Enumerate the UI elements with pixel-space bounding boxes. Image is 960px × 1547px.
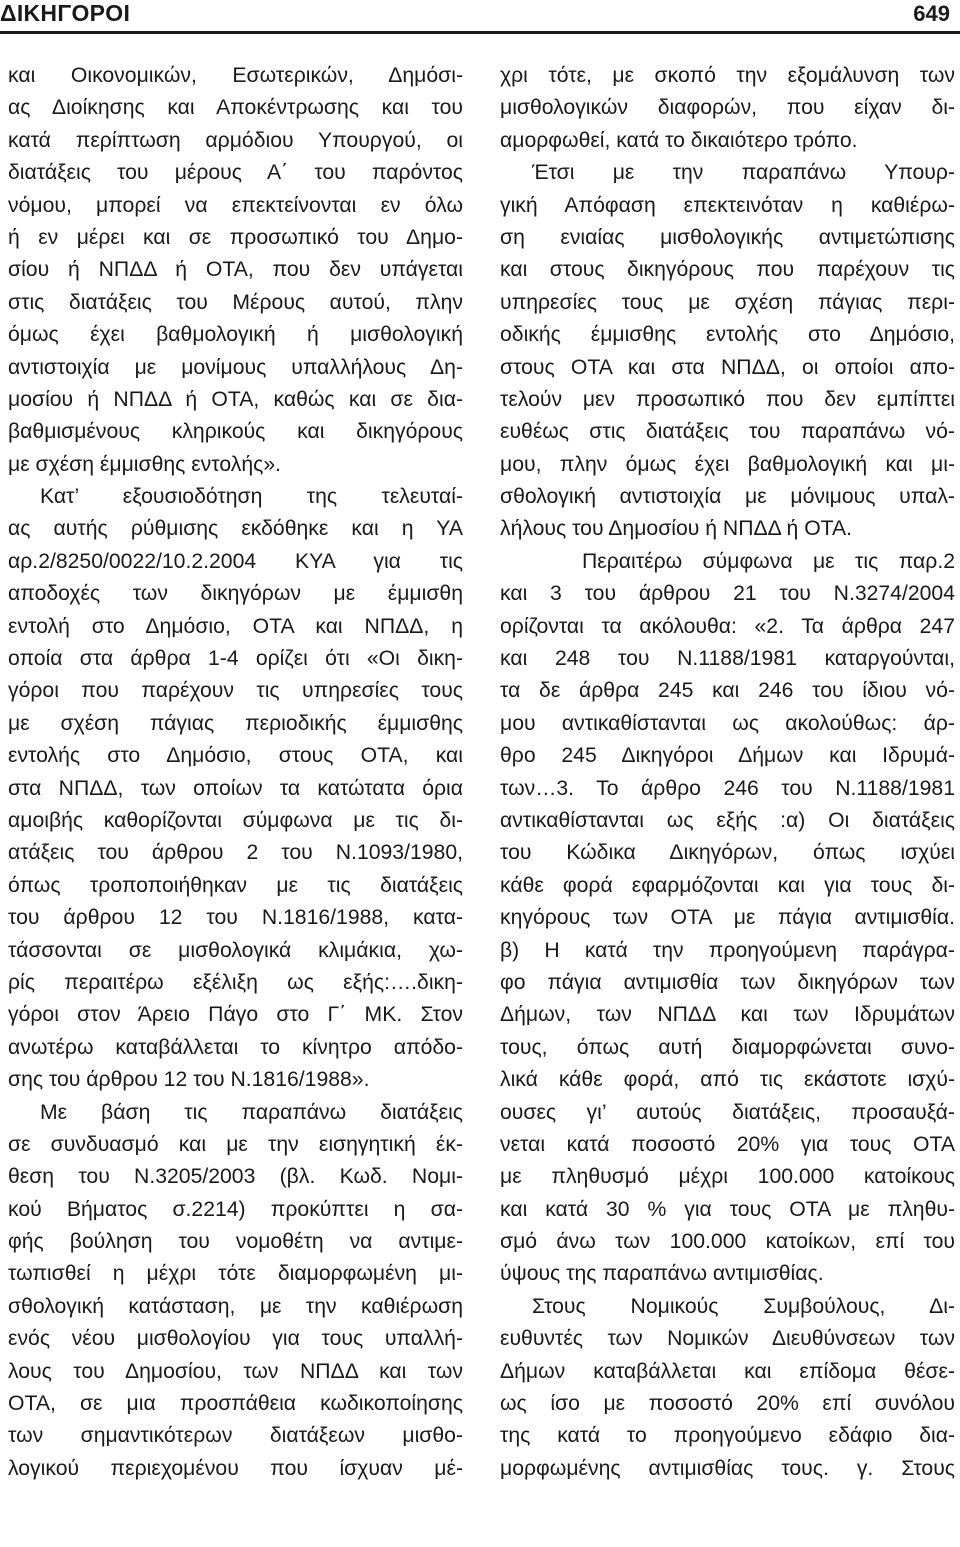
text-line: Δήμων καταβάλλεται και επίδομα θέσε- (500, 1359, 955, 1383)
text-line: νεται κατά ποσοστό 20% για τους ΟΤΑ (500, 1132, 955, 1156)
text-line: ΟΤΑ, σε μια προσπάθεια κωδικοποίησης (8, 1392, 463, 1416)
text-line: σθολογική αντιστοιχία με μόνιμους υπαλ- (500, 485, 955, 509)
text-line: σης του άρθρου 12 του Ν.1816/1988». (8, 1068, 370, 1092)
text-line: και κατά 30 % για τους ΟΤΑ με πληθυ- (500, 1197, 955, 1221)
text-line: μισθολογικών διαφορών, που είχαν δι- (500, 96, 955, 120)
page-number: 649 (913, 1, 950, 26)
text-line: αποδοχές των δικηγόρων με έμμισθη (8, 582, 463, 606)
text-line: μοσίου ή ΝΠΔΔ ή ΟΤΑ, καθώς και σε δια- (8, 387, 463, 411)
text-line: Στους Νομικούς Συμβούλους, Δι- (532, 1294, 955, 1318)
text-line: γόροι που παρέχουν τις υπηρεσίες τους (8, 679, 463, 703)
text-line: των…3. Το άρθρο 246 του Ν.1188/1981 (500, 776, 955, 800)
text-line: με πληθυσμό μέχρι 100.000 κατοίκους (500, 1165, 955, 1189)
text-line: σθολογική κατάσταση, με την καθιέρωση (8, 1294, 463, 1318)
text-line: και στους δικηγόρους που παρέχουν τις (500, 258, 955, 282)
text-line: ρίς περαιτέρω εξέλιξη ως εξής:….δικη- (8, 970, 463, 994)
header-rule (0, 31, 960, 34)
text-line: όπως τροποποιήθηκαν με τις διατάξεις (8, 873, 463, 897)
text-line: ύψους της παραπάνω αντιμισθίας. (500, 1262, 824, 1286)
text-line: ανωτέρω καταβάλλεται το κίνητρο απόδο- (8, 1035, 463, 1059)
text-line: στις διατάξεις του Μέρους αυτού, πλην (8, 290, 463, 314)
text-line: λήλους του Δημοσίου ή ΝΠΔΔ ή ΟΤΑ. (500, 517, 853, 541)
text-line: ευθυντές των Νομικών Διευθύνσεων των (500, 1327, 955, 1351)
text-line: ορίζονται τα ακόλουθα: «2. Τα άρθρα 247 (500, 614, 955, 638)
text-line: τάσσονται σε μισθολογικά κλιμάκια, χω- (8, 938, 463, 962)
text-line: ευθέως στις διατάξεις του παραπάνω νό- (500, 420, 955, 444)
text-line: Με βάση τις παραπάνω διατάξεις (40, 1100, 463, 1124)
text-line: βαθμισμένους κληρικούς και δικηγόρους (8, 420, 463, 444)
text-line: γόροι στον Άρειο Πάγο στο Γ΄ ΜΚ. Στον (8, 1003, 463, 1027)
text-line: και Οικονομικών, Εσωτερικών, Δημόσι- (8, 64, 463, 87)
text-line: σμό άνω των 100.000 κατοίκων, επί του (500, 1230, 955, 1254)
text-line: εντολής στο Δημόσιο, στους ΟΤΑ, και (8, 744, 463, 768)
text-line: αντικαθίστανται ως εξής :α) Οι διατάξεις (500, 808, 955, 832)
text-line: αντιστοιχία με μονίμους υπαλλήλους Δη- (8, 355, 463, 379)
text-line: υπηρεσίες τους με σχέση πάγιας περι- (500, 290, 955, 314)
text-line: κηγόρους των ΟΤΑ με πάγια αντιμισθία. (500, 906, 955, 930)
text-line: τα δε άρθρα 245 και 246 του ίδιου νό- (500, 679, 955, 703)
text-line: σίου ή ΝΠΔΔ ή ΟΤΑ, που δεν υπάγεται (8, 258, 463, 282)
section-title: ΔΙΚΗΓΟΡΟΙ (0, 0, 131, 26)
left-text-column (8, 60, 463, 1485)
text-line: νόμου, μπορεί να επεκτείνονται εν όλω (8, 193, 463, 217)
text-line: του Κώδικα Δικηγόρων, όπως ισχύει (500, 841, 955, 865)
text-line: σε συνδυασμό και με την εισηγητική έκ- (8, 1132, 463, 1156)
text-line: μορφωμένης αντιμισθίας τους. γ. Στους (500, 1456, 955, 1480)
text-line: τωπισθεί η μέχρι τότε διαμορφωμένη μι- (8, 1262, 463, 1286)
text-line: ση ενιαίας μισθολογικής αντιμετώπισης (500, 225, 955, 249)
text-line: χρι τότε, με σκοπό την εξομάλυνση των (500, 64, 955, 87)
text-line: κού Βήματος σ.2214) προκύπτει η σα- (8, 1197, 463, 1221)
text-line: οποία στα άρθρα 1-4 ορίζει ότι «Οι δικη- (8, 647, 463, 671)
text-line: λογικού περιεχομένου που ίσχυαν μέ- (8, 1456, 463, 1480)
text-line: Έτσι με την παραπάνω Υπουρ- (532, 161, 955, 185)
text-line: κάθε φορά εφαρμόζονται και για τους δι- (500, 873, 955, 897)
page-header (0, 0, 960, 36)
text-line: λικά κάθε φορά, από τις εκάστοτε ισχύ- (500, 1068, 955, 1092)
text-line: ας Διοίκησης και Αποκέντρωσης και του (8, 96, 463, 120)
text-line: και 3 του άρθρου 21 του Ν.3274/2004 (500, 582, 955, 606)
text-line: ενός νέου μισθολογίου για τους υπαλλή- (8, 1327, 463, 1351)
text-line: στους ΟΤΑ και στα ΝΠΔΔ, οι οποίοι απο- (500, 355, 955, 379)
text-line: Περαιτέρω σύμφωνα με τις παρ.2 (582, 549, 955, 573)
text-line: όμως έχει βαθμολογική ή μισθολογική (8, 323, 463, 347)
text-line: λους του Δημοσίου, των ΝΠΔΔ και των (8, 1359, 463, 1383)
text-line: αμορφωθεί, κατά το δικαιότερο τρόπο. (500, 128, 858, 152)
text-line: μου αντικαθίστανται ως ακολούθως: άρ- (500, 711, 955, 735)
text-line: στα ΝΠΔΔ, των οποίων τα κατώτατα όρια (8, 776, 463, 800)
text-line: κατά περίπτωση αρμόδιου Υπουργού, οι (8, 128, 463, 152)
text-line: και 248 του Ν.1188/1981 καταργούνται, (500, 647, 955, 671)
text-line: ατάξεις του άρθρου 2 του Ν.1093/1980, (8, 841, 463, 865)
text-line: της κατά το προηγούμενο εδάφιο δια- (500, 1424, 955, 1448)
text-line: θρο 245 Δικηγόροι Δήμων και Ιδρυμά- (500, 744, 955, 768)
text-line: αμοιβής καθορίζονται σύμφωνα με τις δι- (8, 808, 463, 832)
text-line: Κατ’ εξουσιοδότηση της τελευταί- (40, 485, 463, 509)
text-line: με σχέση έμμισθης εντολής». (8, 452, 281, 476)
text-line: ας αυτής ρύθμισης εκδόθηκε και η ΥΑ (8, 517, 463, 541)
text-line: αρ.2/8250/0022/10.2.2004 ΚΥΑ για τις (8, 549, 463, 573)
text-line: μου, πλην όμως έχει βαθμολογική και μι- (500, 452, 955, 476)
text-line: ουσες γι’ αυτούς διατάξεις, προσαυξά- (500, 1100, 955, 1124)
text-line: φο πάγια αντιμισθία των δικηγόρων των (500, 970, 955, 994)
text-line: β) Η κατά την προηγούμενη παράγρα- (500, 938, 955, 962)
text-line: Δήμων, των ΝΠΔΔ και των Ιδρυμάτων (500, 1003, 955, 1027)
text-line: ή εν μέρει και σε προσωπικό του Δημο- (8, 225, 463, 249)
text-line: του άρθρου 12 του Ν.1816/1988, κατα- (8, 906, 463, 930)
text-line: γική Απόφαση επεκτεινόταν η καθιέρω- (500, 193, 955, 217)
text-line: διατάξεις του μέρους Α΄ του παρόντος (8, 161, 463, 185)
text-line: των σημαντικότερων διατάξεων μισθο- (8, 1424, 463, 1448)
text-line: τους, όπως αυτή διαμορφώνεται συνο- (500, 1035, 955, 1059)
text-line: με σχέση πάγιας περιοδικής έμμισθης (8, 711, 463, 735)
right-text-column (500, 60, 955, 1485)
text-line: φής βούληση του νομοθέτη να αντιμε- (8, 1230, 463, 1254)
text-line: τελούν μεν προσωπικό που δεν εμπίπτει (500, 387, 955, 411)
text-line: θεση του Ν.3205/2003 (βλ. Κωδ. Νομι- (8, 1165, 463, 1189)
text-line: ως ίσο με ποσοστό 20% επί συνόλου (500, 1392, 955, 1416)
text-line: οδικής έμμισθης εντολής στο Δημόσιο, (500, 323, 955, 347)
text-line: εντολή στο Δημόσιο, ΟΤΑ και ΝΠΔΔ, η (8, 614, 463, 638)
